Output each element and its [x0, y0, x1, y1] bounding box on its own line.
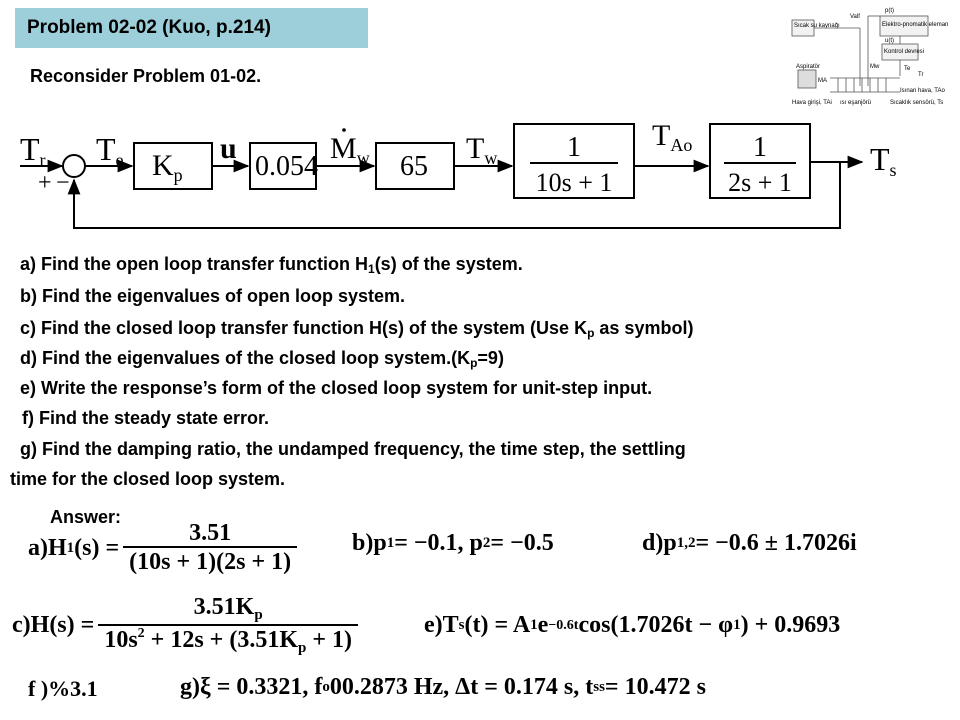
block4-num: 1 [567, 132, 581, 163]
ma-label: MA [818, 78, 827, 84]
u-t-label: u(t) [885, 38, 894, 44]
plus-sign: + [38, 170, 52, 196]
answer-f: f )%3.1 [28, 676, 98, 701]
question-c: c) Find the closed loop transfer function H(s) of the system (Use $K_p$ as symbol) [20, 318, 694, 340]
sensor-label: Sıcaklık sensörü, Ts [890, 100, 944, 106]
title-banner [15, 8, 368, 48]
answer-label: Answer: [50, 507, 122, 527]
question-b: b) Find the eigenvalues of open loop system. [20, 286, 406, 306]
kp-text: $K_p$ [152, 149, 183, 185]
exchanger-label: ısı eşanjörü [840, 100, 872, 106]
block4-den: 10s + 1 [535, 168, 613, 197]
answer-a: a)H 1 (s) = $\frac{3.51}{(10s + 1)(2s + 1)}$ [28, 520, 301, 577]
mw-label: $M_w$ [330, 132, 370, 168]
answer-g: g)ξ = 0.3321, f o 00.2873 Hz, Δt = 0.174 s, t ss = 10.472 s [180, 674, 706, 700]
input-label: Tr [20, 131, 46, 170]
subtitle: Reconsider Problem 01-02. [30, 66, 262, 86]
control-label: Kontrol devresi [884, 49, 925, 55]
p-t-label: p(t) [885, 8, 894, 14]
answer-b: b)p 1 = −0.1, p 2 = −0.5 [352, 530, 554, 556]
question-g-line2: time for the closed loop system. [10, 469, 286, 489]
output-label: Ts [870, 141, 897, 180]
u-label: u [220, 132, 237, 165]
block3-text: 65 [400, 151, 428, 182]
answer-c: c)H(s) = $\frac{3.51K_p}{10s^2 + 12s + (3.51K_p + 1)}$ [12, 594, 362, 657]
question-g-line1: g) Find the damping ratio, the undamped frequency, the time step, the settling [20, 439, 686, 459]
question-e: e) Write the response’s form of the closed loop system for unit-step input. [20, 378, 653, 398]
question-f: f) Find the steady state error. [22, 408, 270, 428]
aspirator-shape [798, 70, 816, 88]
aspirator-label: Aspiratör [796, 64, 821, 70]
question-a: a) Find the open loop transfer function $H_1(s)$ of the system. [20, 254, 523, 276]
tao-label: $T_{Ao}$ [652, 119, 693, 155]
heat-exchanger-shape [830, 78, 900, 92]
answer-d: d)p 1,2 = −0.6 ± 1.7026i [642, 530, 857, 556]
block2-text: 0.054 [255, 151, 318, 182]
valve-label: Valf [850, 14, 860, 20]
electro-pneumatic-label: Elektro-pnomatik eleman [882, 22, 949, 28]
mw-dot [342, 128, 346, 132]
tr-label: Tr [918, 72, 924, 78]
page-title: Problem 02-02 (Kuo, p.214) [27, 17, 271, 38]
tw-label: $T_w$ [466, 132, 498, 168]
heated-air-label: Isınan hava, TAo [900, 88, 945, 94]
air-inlet-label: Hava girişi, TAi [792, 100, 832, 106]
block5-num: 1 [753, 132, 767, 163]
question-d: d) Find the eigenvalues of the closed loop $system.(K_p=9)$ [20, 348, 504, 370]
minus-sign: − [56, 170, 70, 196]
block-diagram [0, 116, 960, 240]
answer-e: e)T s (t) = A 1 e −0.6t cos(1.7026t − φ 1 ) + 0.9693 [424, 612, 841, 638]
te-label: Te [904, 66, 911, 72]
system-schematic [790, 6, 949, 114]
hot-water-label: Sıcak su kaynağı [794, 23, 840, 29]
mw-label: Mw [870, 64, 880, 70]
error-label: Te [96, 131, 124, 170]
block5-den: 2s + 1 [728, 168, 792, 197]
